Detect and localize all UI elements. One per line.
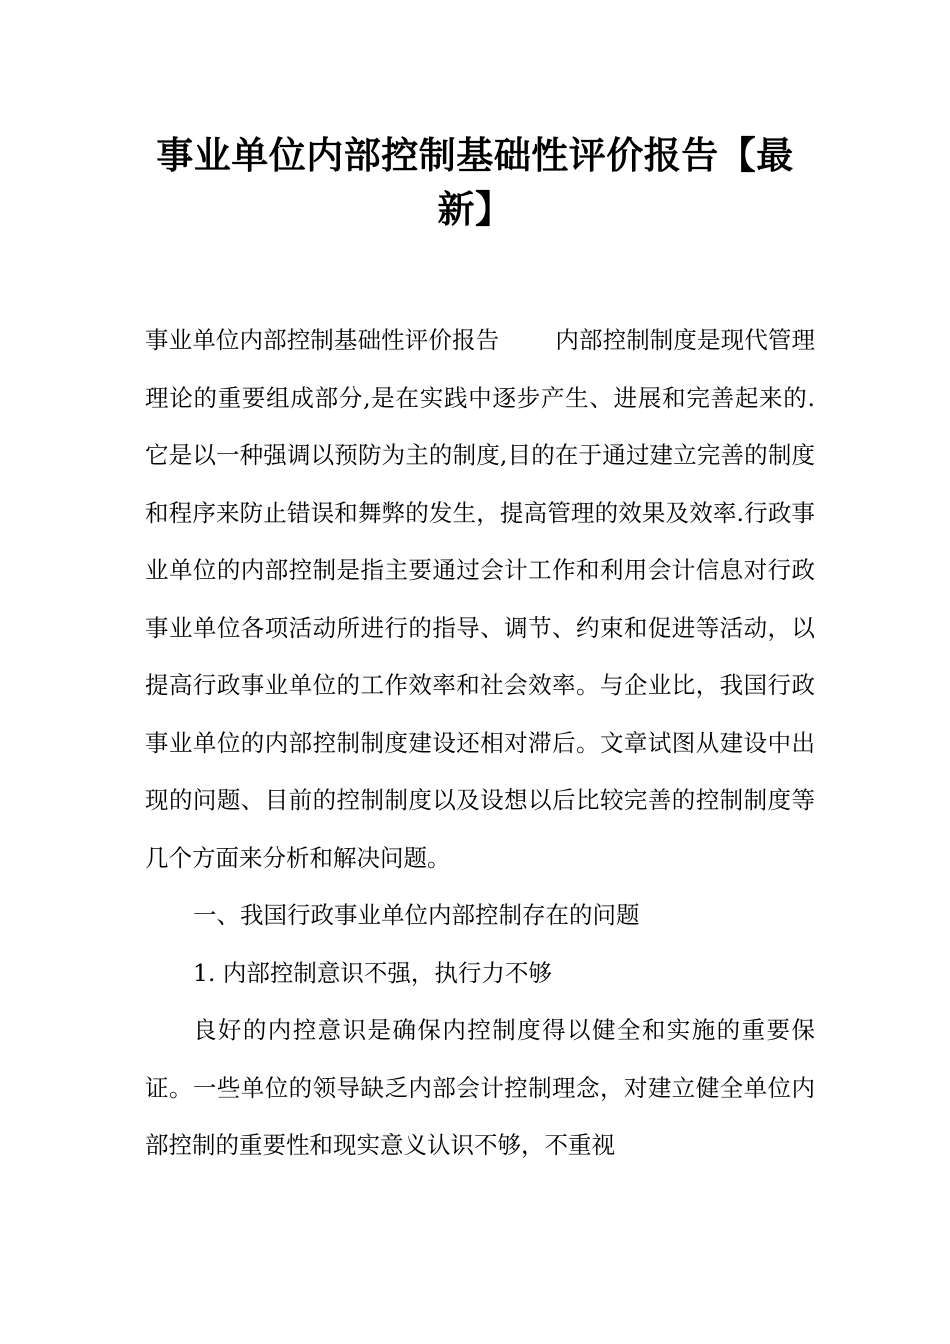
body-paragraph: 良好的内控意识是确保内控制度得以健全和实施的重要保证。一些单位的领导缺乏内部会计控制理念，对建立健全单位内部控制的重要性和现实意义认识不够，不重视 [145, 1016, 815, 1159]
intro-paragraph [145, 312, 815, 887]
subsection-heading: 1. 内部控制意识不强，执行力不够 [193, 958, 552, 987]
intro-rest: 内部控制制度是现代管理理论的重要组成部分,是在实践中逐步产生、进展和完善起来的.它是以一种强调以预防为主的制度,目的在于通过建立完善的制度和程序来防止错误和舞弊的发生，提高管理的效果及效率.行政事业单位的内部控制是指主要通过会计工作和利用会计信息对行政事业单位各项活动所进行的指导、调节、约束和促进等活动，以提高行政事业单位的工作效率和社会效率。与企业比，我国行政事业单位的内部控制制度建设还相对滞后。文章试图从建设中出现的问题、目前的控制制度以及设想以后比较完善的控制制度等几个方面来分析和解决问题。 [145, 326, 816, 872]
document-body [145, 312, 815, 1175]
document-title: 事业单位内部控制基础性评价报告【最新】 [156, 133, 794, 231]
section-heading: 一、我国行政事业单位内部控制存在的问题 [193, 901, 640, 929]
intro-lead: 事业单位内部控制基础性评价报告 [145, 326, 500, 354]
